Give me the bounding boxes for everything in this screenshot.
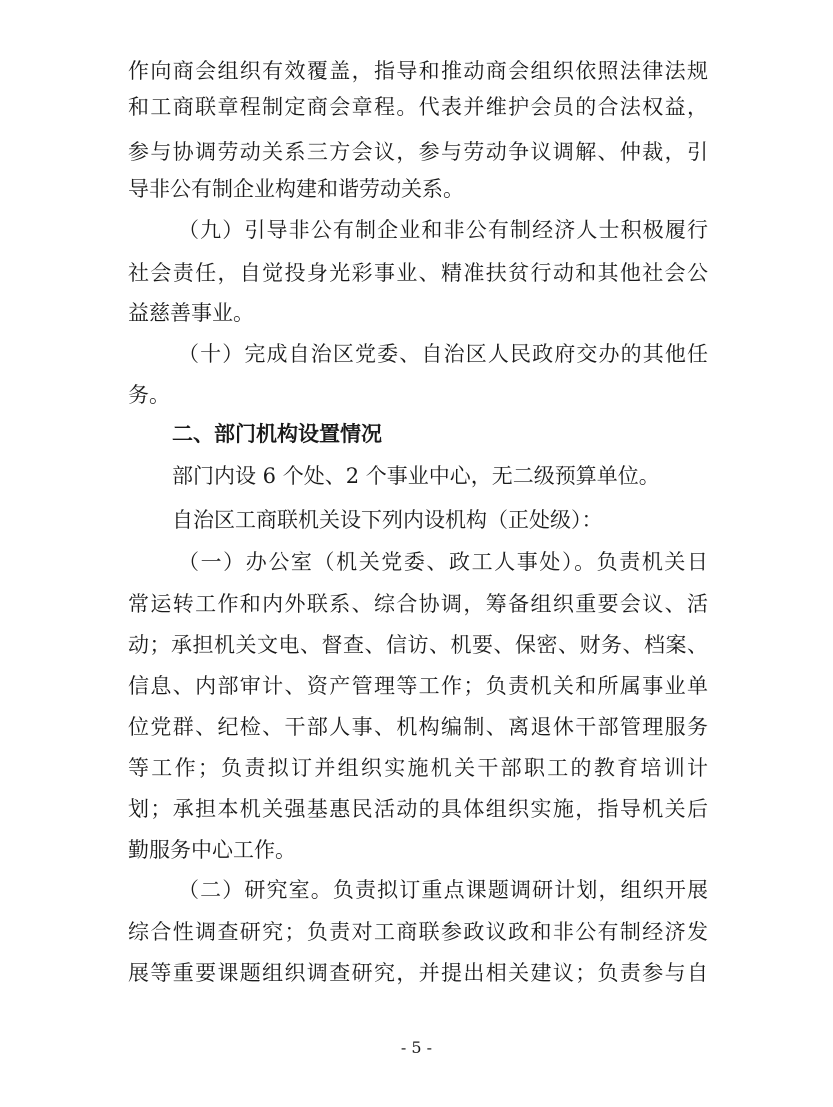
body-line: 务。	[128, 383, 170, 407]
paragraph-first-line: （九）引导非公有制企业和非公有制经济人士积极履行	[178, 218, 708, 242]
body-line: 导非公有制企业构建和谐劳动关系。	[128, 177, 464, 201]
paragraph-first-line: 部门内设 6 个处、2 个事业中心，无二级预算单位。	[172, 464, 660, 488]
body-line: 作向商会组织有效覆盖，指导和推动商会组织依照法律法规	[128, 59, 708, 83]
paragraph-first-line: 自治区工商联机关设下列内设机构（正处级）：	[172, 508, 603, 532]
body-line: 参与协调劳动关系三方会议，参与劳动争议调解、仲裁，引	[128, 140, 708, 164]
body-line: 勤服务中心工作。	[128, 838, 296, 862]
paragraph-first-line: （二）研究室。负责拟订重点课题调研计划，组织开展	[178, 878, 708, 902]
page-number: - 5 -	[400, 1038, 433, 1057]
body-line: 信息、内部审计、资产管理等工作；负责机关和所属事业单	[128, 674, 708, 698]
body-line: 益慈善事业。	[128, 301, 254, 325]
body-line: 位党群、纪检、干部人事、机构编制、离退休干部管理服务	[128, 715, 708, 739]
paragraph-first-line: （十）完成自治区党委、自治区人民政府交办的其他任	[178, 342, 708, 366]
paragraph-first-line: （一）办公室（机关党委、政工人事处）。负责机关日	[178, 550, 708, 574]
body-line: 等工作；负责拟订并组织实施机关干部职工的教育培训计	[128, 756, 708, 780]
body-line: 动；承担机关文电、督查、信访、机要、保密、财务、档案、	[128, 633, 708, 657]
section-heading: 二、部门机构设置情况	[172, 422, 382, 446]
body-line: 综合性调查研究；负责对工商联参政议政和非公有制经济发	[128, 920, 708, 944]
body-line: 和工商联章程制定商会章程。代表并维护会员的合法权益，	[128, 95, 708, 119]
body-line: 社会责任，自觉投身光彩事业、精准扶贫行动和其他社会公	[128, 261, 708, 285]
body-line: 划；承担本机关强基惠民活动的具体组织实施，指导机关后	[128, 797, 708, 821]
body-line: 常运转工作和内外联系、综合协调，筹备组织重要会议、活	[128, 592, 708, 616]
body-line: 展等重要课题组织调查研究，并提出相关建议；负责参与自	[128, 961, 708, 985]
